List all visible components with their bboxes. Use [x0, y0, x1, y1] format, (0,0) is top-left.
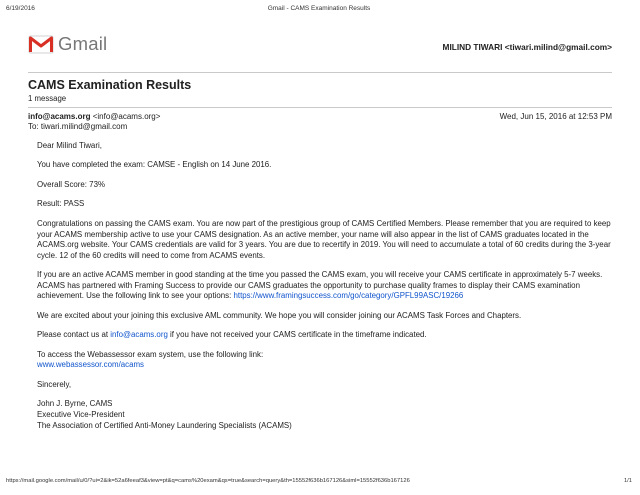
header-divider	[28, 72, 612, 73]
contact-email-link[interactable]: info@acams.org	[110, 330, 168, 340]
contact-text-before: Please contact us at	[37, 330, 111, 340]
result-line: Result: PASS	[37, 199, 85, 209]
signer-title: Executive Vice-President	[37, 410, 125, 419]
closing: Sincerely,	[37, 379, 72, 389]
greeting: Dear Milind Tiwari,	[37, 141, 102, 150]
recipient-line: To: tiwari.milind@gmail.com	[28, 122, 128, 131]
print-footer	[6, 478, 632, 484]
message-body	[37, 141, 615, 440]
message-date: Wed, Jun 15, 2016 at 12:53 PM	[499, 112, 612, 121]
signature	[37, 399, 615, 431]
congrats-paragraph: Congratulations on passing the CAMS exam. You are now part of the prestigious group of CAMS Certified Members. Please remember that you are required to keep your ACAMS membership active to use your CAMS designation. As an active member, your name will also appear in the list of CAMS graduates located in the ACAMS.org website. Your CAMS credentials are valid for 3 years. You are due to recertify in 2019. You will need to accumulate a total of 60 credits during the 3-year cycle. 12 of the 60 credits will need to come from ACAMS events.	[37, 218, 611, 260]
community-paragraph: We are excited about your joining this exclusive AML community. We hope you will consider joining our ACAMS Task Forces and Chapters.	[37, 310, 522, 320]
certificate-paragraph	[37, 270, 615, 302]
webassessor-link[interactable]: www.webassessor.com/acams	[37, 360, 144, 370]
account-name: MILIND TIWARI <tiwari.milind@gmail.com>	[442, 42, 612, 52]
print-date: 6/19/2016	[6, 5, 35, 12]
subject-divider	[28, 107, 612, 108]
certificate-text: If you are an active ACAMS member in good standing at the time you passed the CAMS exam, you will receive your CAMS certificate in approximately 5-7 weeks. ACAMS has partnered with Framing Success to provide our CAMS graduates the opportunity to purchase quality frames to display their CAMS examination achievement. Use the following link to see your options:	[37, 270, 603, 301]
print-title: Gmail - CAMS Examination Results	[267, 5, 371, 12]
webassessor-paragraph	[37, 350, 615, 371]
gmail-wordmark: Gmail	[58, 33, 108, 54]
contact-paragraph	[37, 330, 615, 341]
sender-email: <info@acams.org>	[92, 112, 161, 121]
gmail-logo	[28, 33, 107, 55]
signer-name: John J. Byrne, CAMS	[37, 399, 113, 409]
sender-name: info@acams.org	[28, 112, 91, 121]
framing-success-link[interactable]: https://www.framingsuccess.com/go/category/GPFL99ASC/19266	[233, 291, 464, 301]
webassessor-text: To access the Webassessor exam system, use the following link:	[37, 349, 264, 359]
score-line: Overall Score: 73%	[37, 179, 105, 189]
print-header	[6, 5, 632, 17]
completion-line: You have completed the exam: CAMSE - English on 14 June 2016.	[37, 160, 272, 170]
message-header	[28, 112, 612, 121]
signer-organization: The Association of Certified Anti-Money Laundering Specialists (ACAMS)	[37, 420, 292, 430]
print-url: https://mail.google.com/mail/u/0/?ui=2&ik=52a6feeaf3&view=pt&q=cams%20exam&qs=true&search=query&th=15552f636b167126&siml=15552f636b167126	[6, 478, 410, 484]
thread-subject: CAMS Examination Results	[28, 78, 192, 92]
page-number: 1/1	[623, 478, 632, 484]
message-count: 1 message	[28, 94, 67, 103]
contact-text-after: if you have not received your CAMS certificate in the timeframe indicated.	[167, 330, 427, 340]
gmail-envelope-icon	[28, 35, 54, 54]
